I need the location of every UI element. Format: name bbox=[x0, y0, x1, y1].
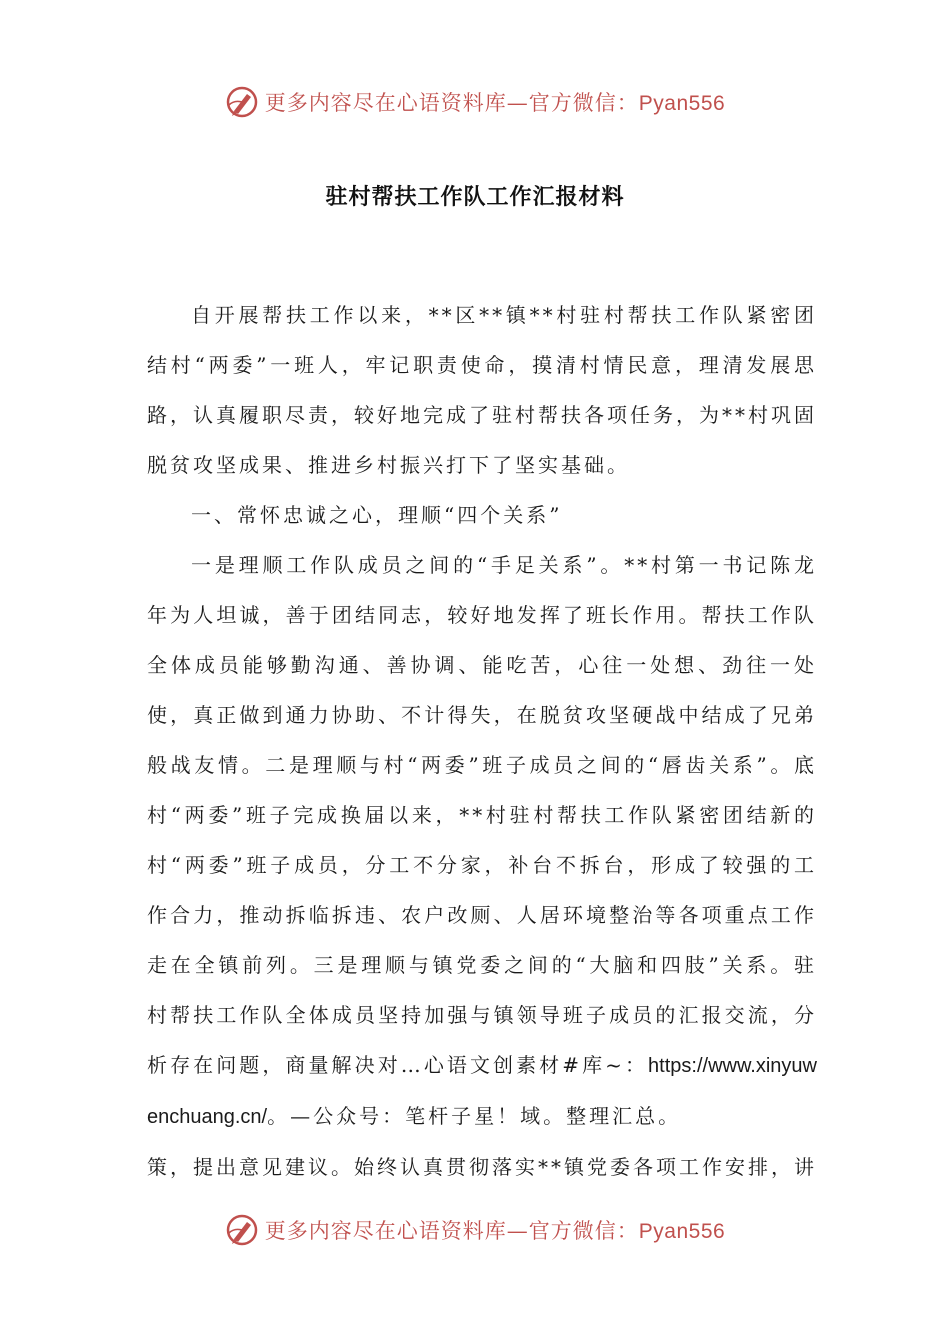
footer-banner-text bbox=[265, 1215, 725, 1245]
document-body bbox=[147, 290, 817, 1192]
inline-note-prefix: …心语文创素材#库~： bbox=[400, 1053, 649, 1077]
paragraph-intro: 自开展帮扶工作以来，**区**镇**村驻村帮扶工作队紧密团结村“两委”一班人，牢记职责使命，摸清村情民意，理清发展思路，认真履职尽责，较好地完成了驻村帮扶各项任务，为**村巩固脱贫攻坚成果、推进乡村振兴打下了坚实基础。 bbox=[147, 303, 817, 477]
footer-banner-dash: — bbox=[506, 1219, 529, 1243]
header-banner bbox=[0, 82, 950, 122]
footer-banner-contact-id: Pyan556 bbox=[638, 1220, 726, 1243]
banner-contact-id: Pyan556 bbox=[638, 92, 726, 115]
section-heading: 一、常怀忠诚之心，理顺“四个关系” bbox=[191, 503, 563, 527]
banner-brand: 更多内容尽在心语资料库 bbox=[264, 91, 507, 115]
footer-banner bbox=[0, 1210, 950, 1250]
paragraph-closing: 策，提出意见建议。始终认真贯彻落实**镇党委各项工作安排，讲 bbox=[147, 1155, 817, 1179]
inline-note-url: https://www.xinyuwenchuang.cn/ bbox=[147, 1055, 817, 1128]
paragraph-relations bbox=[147, 540, 817, 1142]
banner-contact-label: 官方微信： bbox=[528, 91, 639, 115]
inline-note-suffix: 。—公众号：笔杆子星！域。整理汇总。 bbox=[267, 1104, 682, 1128]
banner-dash: — bbox=[506, 91, 529, 115]
document-title: 驻村帮扶工作队工作汇报材料 bbox=[325, 185, 625, 210]
banner-text bbox=[265, 87, 725, 117]
pen-circle-icon bbox=[225, 85, 259, 119]
paragraph-relations-text: 一是理顺工作队成员之间的“手足关系”。**村第一书记陈龙年为人坦诚，善于团结同志，较好地发挥了班长作用。帮扶工作队全体成员能够勤沟通、善协调、能吃苦，心往一处想、劲往一处使，真正做到通力协助、不计得失，在脱贫攻坚硬战中结成了兄弟般战友情。二是理顺与村“两委”班子成员之间的“唇齿关系”。底村“两委”班子完成换届以来，**村驻村帮扶工作队紧密团结新的村“两委”班子成员，分工不分家，补台不拆台，形成了较强的工作合力，推动拆临拆违、农户改厕、人居环境整治等各项重点工作走在全镇前列。三是理顺与镇党委之间的“大脑和四肢”关系。驻村帮扶工作队全体成员坚持加强与镇领导班子成员的汇报交流，分析存在问题，商量解决对 bbox=[147, 553, 817, 1077]
footer-banner-brand: 更多内容尽在心语资料库 bbox=[264, 1219, 507, 1243]
footer-banner-contact-label: 官方微信： bbox=[528, 1219, 639, 1243]
pen-circle-icon bbox=[225, 1213, 259, 1247]
